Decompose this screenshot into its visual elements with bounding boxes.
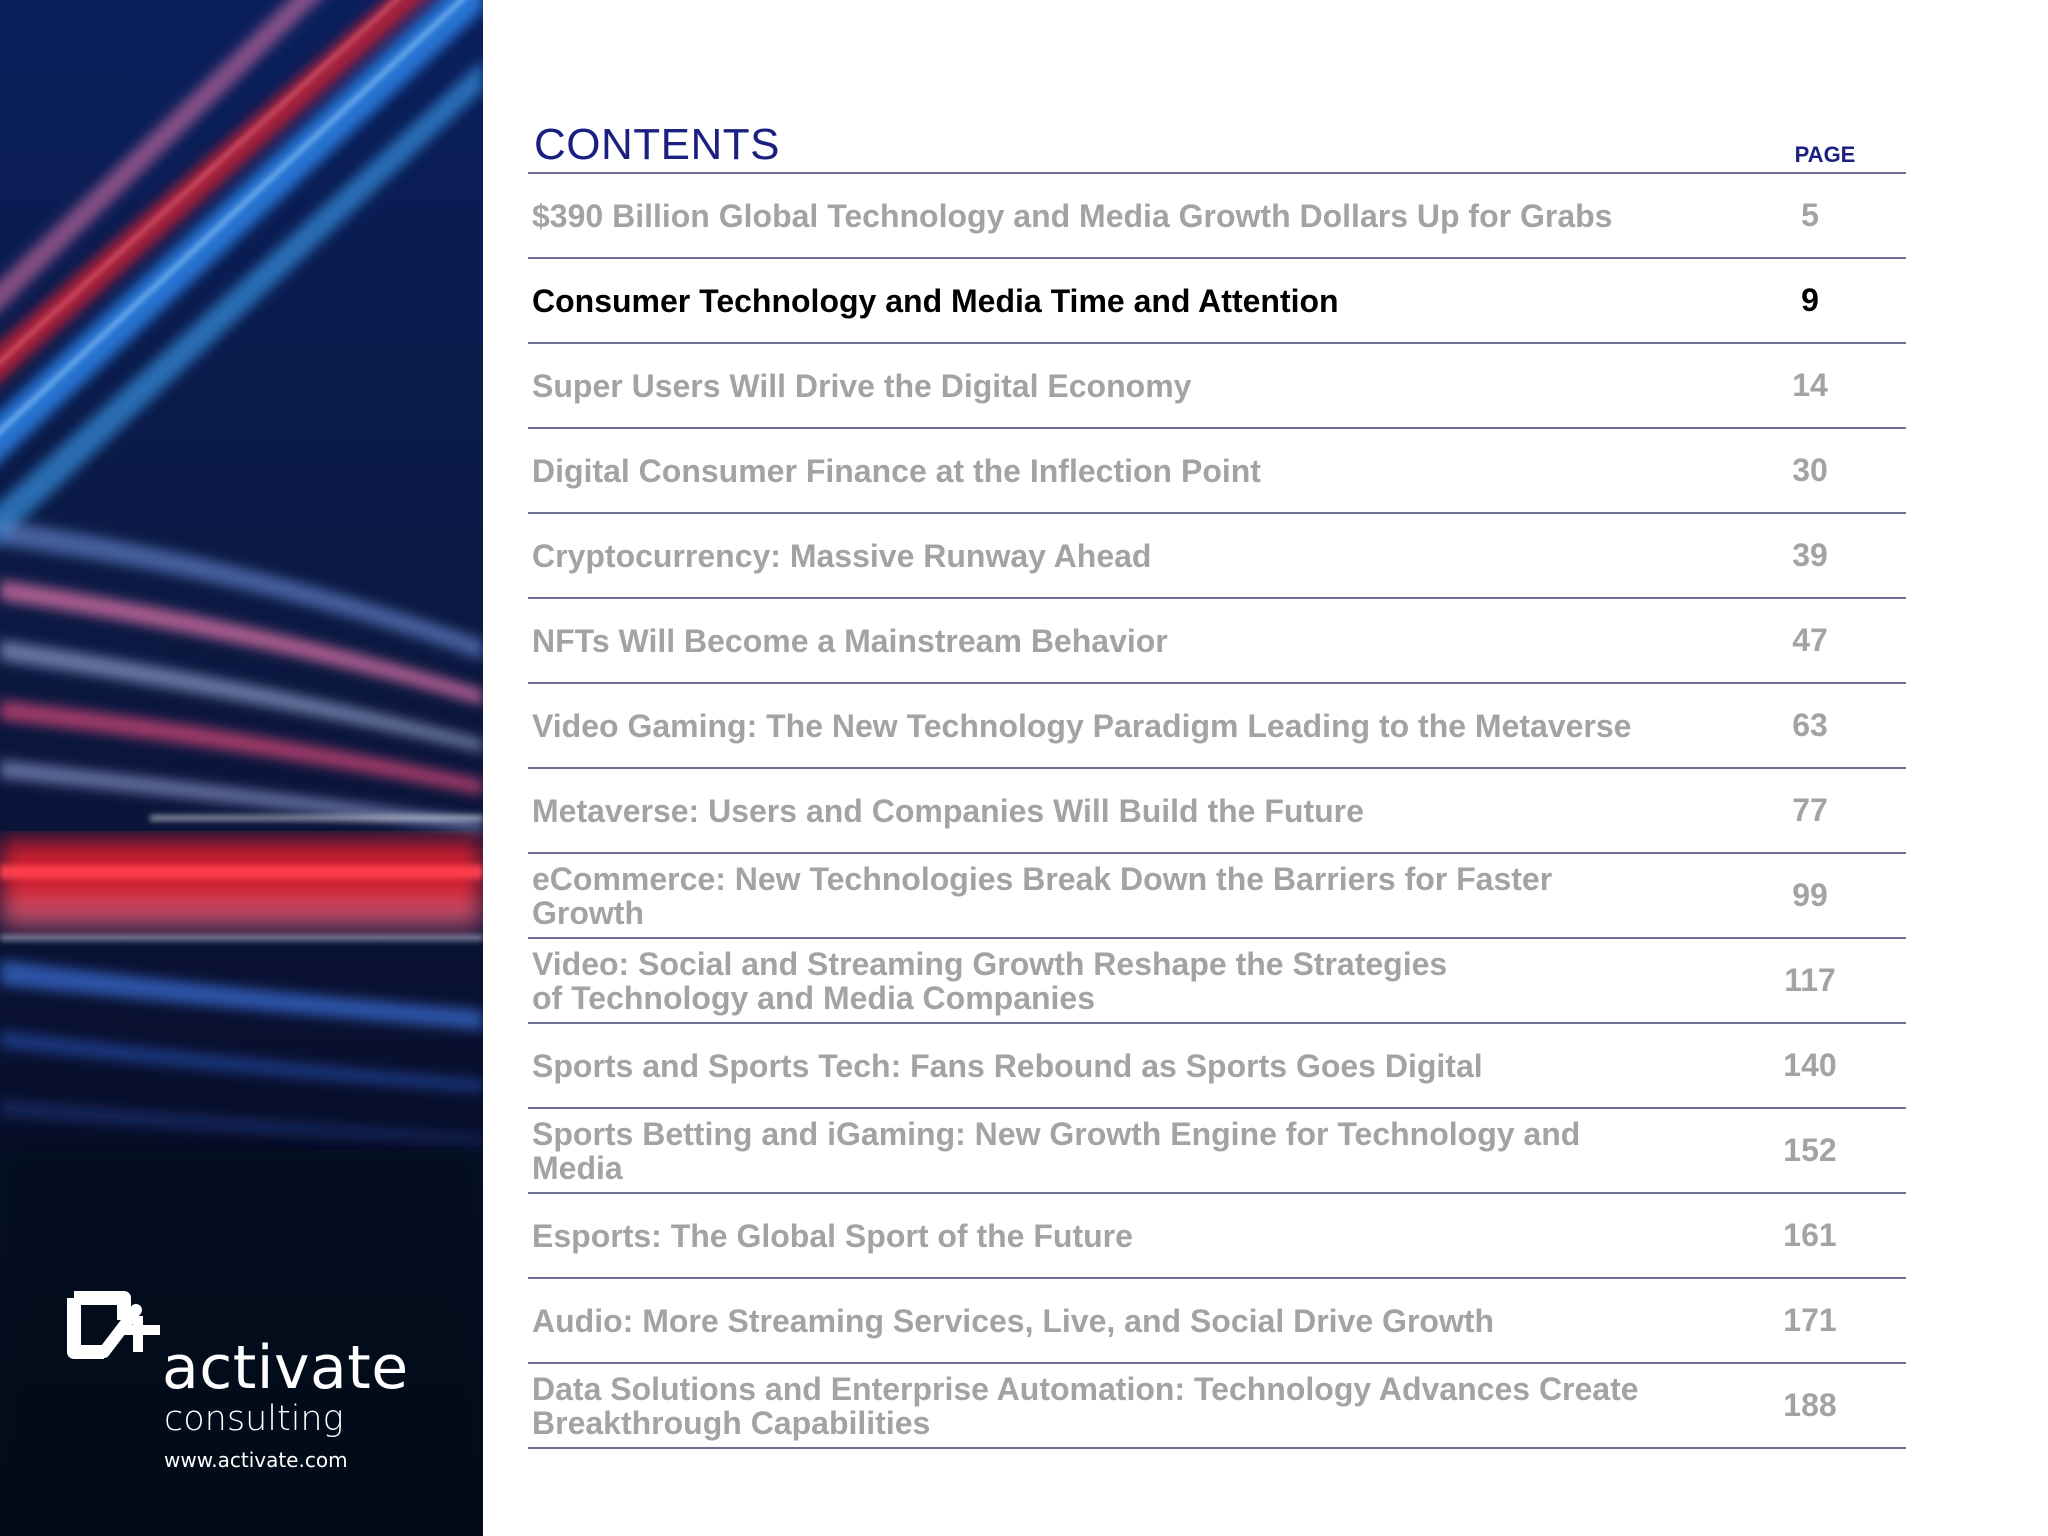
toc-row-title: Cryptocurrency: Massive Runway Ahead <box>532 537 1152 574</box>
toc-row-title: Sports and Sports Tech: Fans Rebound as Sports Goes Digital <box>532 1047 1483 1084</box>
toc-row-title-line: of Technology and Media Companies <box>532 979 1096 1016</box>
toc-row-page-number: 5 <box>1801 197 1819 233</box>
toc-row-page-number: 99 <box>1792 877 1828 913</box>
toc-row-title <box>532 947 1447 1015</box>
toc-row-title: NFTs Will Become a Mainstream Behavior <box>532 622 1168 659</box>
toc-row-page-number: 152 <box>1783 1132 1837 1168</box>
toc-row-title: Esports: The Global Sport of the Future <box>532 1217 1133 1254</box>
toc-row-page-number: 39 <box>1792 537 1828 573</box>
toc-row[interactable] <box>528 599 1906 684</box>
toc-row-page-number: 63 <box>1792 707 1828 743</box>
toc-header <box>528 112 1906 174</box>
toc-row[interactable] <box>528 854 1906 939</box>
brand-tagline: consulting <box>164 1399 344 1439</box>
cover-image-panel <box>0 0 483 1536</box>
toc-row-page-number: 171 <box>1783 1302 1837 1338</box>
toc-row-page-number: 161 <box>1783 1217 1837 1253</box>
toc-row-title-line: Video: Social and Streaming Growth Reshape the Strategies <box>532 945 1448 982</box>
toc-row[interactable] <box>528 1024 1906 1109</box>
toc-row-title: Super Users Will Drive the Digital Economy <box>532 367 1192 404</box>
activate-logo <box>66 1290 426 1480</box>
toc-list <box>528 174 1906 1449</box>
toc-row-title: Video Gaming: The New Technology Paradigm Leading to the Metaverse <box>532 707 1632 744</box>
toc-row[interactable] <box>528 684 1906 769</box>
toc-row[interactable] <box>528 1109 1906 1194</box>
toc-row-title: Audio: More Streaming Services, Live, and Social Drive Growth <box>532 1302 1495 1339</box>
toc-row-page-number: 77 <box>1792 792 1828 828</box>
toc-row[interactable] <box>528 259 1906 344</box>
toc-row[interactable] <box>528 769 1906 854</box>
toc-row-title-line: Breakthrough Capabilities <box>532 1404 931 1441</box>
toc-row-title: Metaverse: Users and Companies Will Build the Future <box>532 792 1364 829</box>
brand-name: activate <box>162 1333 409 1403</box>
toc-row[interactable] <box>528 1364 1906 1449</box>
toc-row-title: Consumer Technology and Media Time and Attention <box>532 282 1339 319</box>
toc-row-title-line: Data Solutions and Enterprise Automation: Technology Advances Create <box>532 1370 1639 1407</box>
toc-row-title: eCommerce: New Technologies Break Down the Barriers for Faster Growth <box>532 860 1553 931</box>
toc-row-title <box>532 1372 1639 1440</box>
toc-row-page-number: 30 <box>1792 452 1828 488</box>
toc-row-page-number: 140 <box>1783 1047 1837 1083</box>
toc-row-page-number: 9 <box>1801 282 1819 318</box>
toc-row[interactable] <box>528 514 1906 599</box>
toc-row[interactable] <box>528 939 1906 1024</box>
toc-row-page-number: 47 <box>1792 622 1828 658</box>
activate-logo-mark-icon <box>66 1290 162 1376</box>
toc-row-page-number: 188 <box>1783 1387 1837 1423</box>
toc-row-page-number: 117 <box>1784 962 1836 998</box>
toc-row[interactable] <box>528 1194 1906 1279</box>
page-column-label: PAGE <box>1794 142 1856 167</box>
toc-row[interactable] <box>528 1279 1906 1364</box>
brand-url[interactable]: www.activate.com <box>164 1448 348 1472</box>
toc-row-page-number: 14 <box>1792 367 1828 403</box>
toc-row[interactable] <box>528 429 1906 514</box>
toc-row-title: Sports Betting and iGaming: New Growth Engine for Technology and Media <box>532 1115 1581 1186</box>
toc-row[interactable] <box>528 174 1906 259</box>
page-title: CONTENTS <box>534 120 780 169</box>
toc-row-title: Digital Consumer Finance at the Inflection Point <box>532 452 1261 489</box>
toc-row-title: $390 Billion Global Technology and Media Growth Dollars Up for Grabs <box>532 197 1613 234</box>
toc-row[interactable] <box>528 344 1906 429</box>
table-of-contents <box>528 112 1906 1449</box>
